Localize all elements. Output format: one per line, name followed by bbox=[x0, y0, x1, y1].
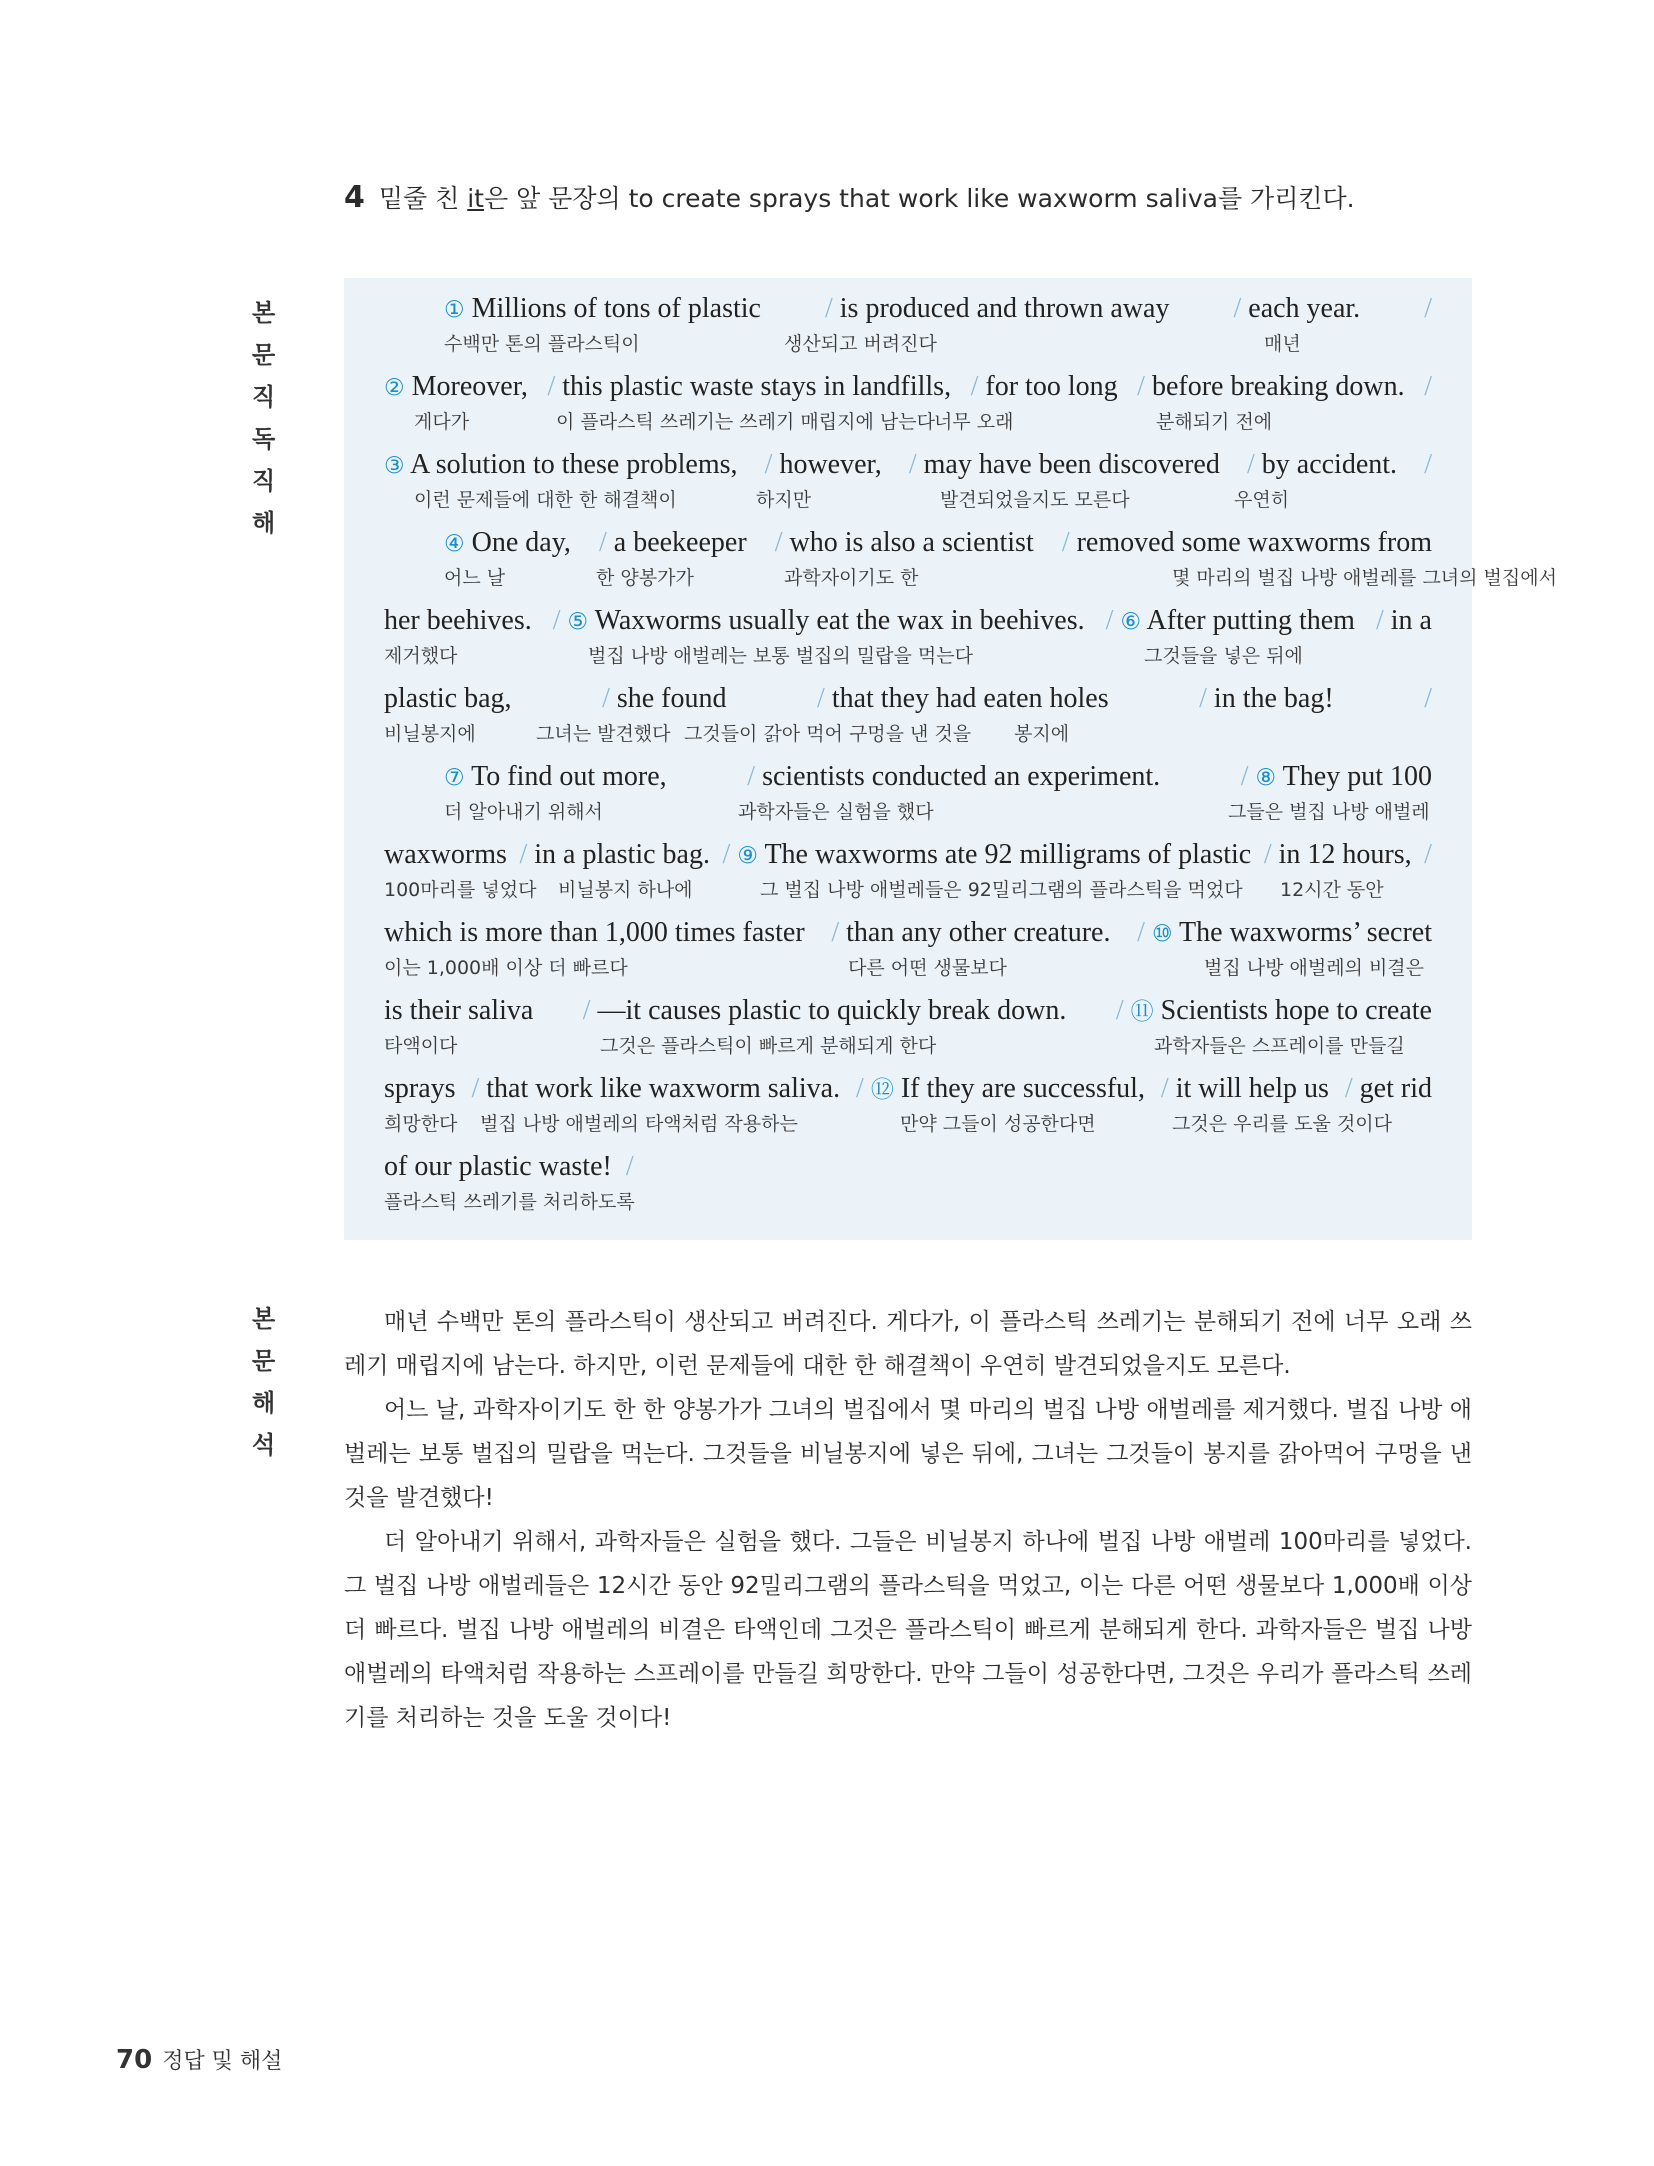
translation-text bbox=[344, 1300, 1472, 1740]
question-4 bbox=[344, 178, 1474, 219]
question-text-b: 은 앞 문장의 to create sprays that work like waxworm saliva를 가리킨다. bbox=[483, 184, 1355, 213]
korean-gloss: 희망한다 bbox=[384, 1113, 458, 1135]
english-chunks bbox=[384, 1070, 1432, 1108]
english-chunk: / however, bbox=[764, 449, 882, 480]
english-chunks bbox=[384, 368, 1432, 406]
english-chunks bbox=[384, 992, 1432, 1030]
english-chunk: / is produced and thrown away bbox=[824, 293, 1170, 324]
english-chunk: / that they had eaten holes bbox=[817, 683, 1109, 714]
korean-gloss: 수백만 톤의 플라스틱이 bbox=[444, 333, 640, 355]
korean-glosses bbox=[384, 1033, 1432, 1059]
korean-glosses bbox=[384, 721, 1432, 747]
reading-line bbox=[384, 446, 1432, 513]
korean-gloss: 그들은 벌집 나방 애벌레 bbox=[1228, 801, 1430, 823]
english-chunk: / removed some waxworms from bbox=[1061, 527, 1432, 558]
korean-glosses bbox=[384, 409, 1432, 435]
english-chunk: ③ A solution to these problems, bbox=[384, 449, 738, 480]
korean-glosses bbox=[384, 799, 1432, 825]
english-chunk: / than any other creature. bbox=[831, 917, 1111, 948]
korean-glosses bbox=[384, 1189, 1432, 1215]
english-chunk: / in a plastic bag. bbox=[519, 839, 710, 870]
english-chunk: her beehives. bbox=[384, 605, 532, 636]
korean-glosses bbox=[384, 565, 1557, 591]
english-chunk: / bbox=[625, 1151, 634, 1182]
page-number: 70 bbox=[116, 2045, 153, 2075]
korean-gloss: 만약 그들이 성공한다면 bbox=[900, 1113, 1096, 1135]
english-chunk: / ⑨ The waxworms ate 92 milligrams of plastic bbox=[722, 839, 1252, 870]
label-line: 본 문 bbox=[252, 299, 296, 369]
question-text-a: 밑줄 친 bbox=[378, 184, 468, 213]
english-chunks bbox=[384, 446, 1432, 484]
english-chunk: / this plastic waste stays in landfills, bbox=[547, 371, 952, 402]
english-chunk: / before breaking down. bbox=[1137, 371, 1405, 402]
english-chunk: / —it causes plastic to quickly break down. bbox=[582, 995, 1067, 1026]
korean-gloss: 그것은 플라스틱이 빠르게 분해되게 한다 bbox=[600, 1035, 937, 1057]
english-chunk: / ⑩ The waxworms’ secret bbox=[1137, 917, 1432, 948]
korean-gloss: 비닐봉지 하나에 bbox=[558, 879, 693, 901]
english-chunk: / a beekeeper bbox=[598, 527, 747, 558]
korean-gloss: 과학자들은 실험을 했다 bbox=[738, 801, 934, 823]
translation-paragraph: 더 알아내기 위해서, 과학자들은 실험을 했다. 그들은 비닐봉지 하나에 벌집 나방 애벌레 100마리를 넣었다. 그 벌집 나방 애벌레들은 12시간 동안 92밀리그램의 플라스틱을 먹었고, 이는 다른 어떤 생물보다 1,000배 이상 더 빠르다. 벌집 나방 애벌레의 비결은 타액인데 그것은 플라스틱이 빠르게 분해되게 한다. 과학자들은 벌집 나방 애벌레의 타액처럼 작용하는 스프레이를 만들길 희망한다. 만약 그들이 성공한다면, 그것은 우리가 플라스틱 쓰레기를 처리하는 것을 도울 것이다! bbox=[344, 1529, 1472, 1731]
korean-glosses bbox=[384, 877, 1432, 903]
english-chunk: of our plastic waste! bbox=[384, 1151, 612, 1182]
korean-glosses bbox=[384, 1111, 1432, 1137]
footer-label: 정답 및 해설 bbox=[162, 2049, 283, 2074]
english-chunk: / in a bbox=[1375, 605, 1432, 636]
page-footer bbox=[116, 2044, 282, 2075]
english-chunk: which is more than 1,000 times faster bbox=[384, 917, 805, 948]
english-chunk: / bbox=[1424, 449, 1432, 480]
english-chunk: / get rid bbox=[1344, 1073, 1432, 1104]
reading-line bbox=[384, 602, 1432, 669]
direct-reading-box bbox=[344, 278, 1557, 1240]
english-chunks bbox=[384, 914, 1432, 952]
english-chunk: / for too long bbox=[970, 371, 1118, 402]
reading-line bbox=[384, 524, 1557, 591]
underlined-word: it bbox=[467, 184, 484, 213]
english-chunk: / bbox=[1424, 293, 1432, 324]
korean-gloss: 그 벌집 나방 애벌레들은 92밀리그램의 플라스틱을 먹었다 bbox=[760, 879, 1243, 901]
english-chunk: / scientists conducted an experiment. bbox=[747, 761, 1161, 792]
english-chunk: ① Millions of tons of plastic bbox=[444, 293, 761, 324]
english-chunk: / it will help us bbox=[1160, 1073, 1329, 1104]
korean-gloss: 매년 bbox=[1264, 333, 1301, 355]
label-line: 직 해 bbox=[252, 467, 296, 537]
korean-gloss: 100마리를 넣었다 bbox=[384, 879, 537, 901]
reading-line bbox=[384, 1148, 1432, 1215]
reading-line bbox=[384, 290, 1432, 357]
english-chunk: plastic bag, bbox=[384, 683, 512, 714]
korean-gloss: 하지만 bbox=[756, 489, 812, 511]
korean-glosses bbox=[384, 487, 1432, 513]
english-chunk: sprays bbox=[384, 1073, 456, 1104]
english-chunks bbox=[384, 836, 1432, 874]
english-chunk: / bbox=[1424, 371, 1432, 402]
label-translation bbox=[252, 1298, 314, 1466]
korean-gloss: 한 양봉가가 bbox=[596, 567, 694, 589]
english-chunk: / bbox=[1424, 839, 1432, 870]
label-line: 해 석 bbox=[252, 1389, 296, 1459]
english-chunk: / may have been discovered bbox=[908, 449, 1220, 480]
korean-gloss: 발견되었을지도 모른다 bbox=[940, 489, 1130, 511]
english-chunk: / ⑧ They put 100 bbox=[1240, 761, 1432, 792]
english-chunks bbox=[384, 290, 1432, 328]
english-chunk: ⑦ To find out more, bbox=[444, 761, 667, 792]
reading-line bbox=[384, 914, 1432, 981]
english-chunks bbox=[384, 680, 1432, 718]
reading-line bbox=[384, 368, 1432, 435]
english-chunk: / ⑪ Scientists hope to create bbox=[1115, 995, 1432, 1026]
korean-gloss: 생산되고 버려진다 bbox=[784, 333, 937, 355]
english-chunk: / ⑤ Waxworms usually eat the wax in beehives. bbox=[552, 605, 1085, 636]
korean-gloss: 벌집 나방 애벌레는 보통 벌집의 밀랍을 먹는다 bbox=[588, 645, 973, 667]
reading-line bbox=[384, 992, 1432, 1059]
korean-gloss: 그녀는 발견했다 bbox=[536, 723, 671, 745]
korean-gloss: 우연히 bbox=[1234, 489, 1290, 511]
korean-gloss: 제거했다 bbox=[384, 645, 458, 667]
korean-gloss: 그것들을 넣은 뒤에 bbox=[1144, 645, 1303, 667]
korean-gloss: 벌집 나방 애벌레의 타액처럼 작용하는 bbox=[480, 1113, 798, 1135]
korean-gloss: 타액이다 bbox=[384, 1035, 458, 1057]
translation-paragraph: 매년 수백만 톤의 플라스틱이 생산되고 버려진다. 게다가, 이 플라스틱 쓰레기는 분해되기 전에 너무 오래 쓰레기 매립지에 남는다. 하지만, 이런 문제들에 대한 한 해결책이 우연히 발견되었을지도 모른다. bbox=[344, 1309, 1472, 1379]
label-line: 본 문 bbox=[252, 1305, 296, 1375]
english-chunk: / bbox=[1424, 683, 1432, 714]
korean-gloss: 게다가 bbox=[414, 411, 470, 433]
korean-gloss: 비닐봉지에 bbox=[384, 723, 476, 745]
korean-gloss: 벌집 나방 애벌레의 비결은 bbox=[1204, 957, 1425, 979]
english-chunks bbox=[384, 602, 1432, 640]
label-line: 직 독 bbox=[252, 383, 296, 453]
korean-gloss: 이 플라스틱 쓰레기는 쓰레기 매립지에 남는다 bbox=[556, 411, 935, 433]
english-chunks bbox=[384, 758, 1432, 796]
korean-glosses bbox=[384, 331, 1432, 357]
english-chunk: ④ One day, bbox=[444, 527, 571, 558]
english-chunk: / in the bag! bbox=[1199, 683, 1334, 714]
english-chunk: is their saliva bbox=[384, 995, 534, 1026]
english-chunk: waxworms bbox=[384, 839, 507, 870]
korean-gloss: 어느 날 bbox=[444, 567, 506, 589]
korean-glosses bbox=[384, 955, 1432, 981]
korean-gloss: 몇 마리의 벌집 나방 애벌레를 그녀의 벌집에서 bbox=[1172, 567, 1557, 589]
korean-gloss: 더 알아내기 위해서 bbox=[444, 801, 603, 823]
english-chunk: / by accident. bbox=[1246, 449, 1398, 480]
reading-line bbox=[384, 836, 1432, 903]
korean-gloss: 봉지에 bbox=[1014, 723, 1070, 745]
english-chunk: / in 12 hours, bbox=[1263, 839, 1412, 870]
label-direct-reading bbox=[252, 292, 314, 544]
korean-glosses bbox=[384, 643, 1432, 669]
korean-gloss: 플라스틱 쓰레기를 처리하도록 bbox=[384, 1191, 635, 1213]
english-chunk: / each year. bbox=[1233, 293, 1361, 324]
korean-gloss: 다른 어떤 생물보다 bbox=[848, 957, 1007, 979]
korean-gloss: 이런 문제들에 대한 한 해결책이 bbox=[414, 489, 677, 511]
english-chunk: / ⑫ If they are successful, bbox=[856, 1073, 1145, 1104]
english-chunk: / she found bbox=[602, 683, 727, 714]
english-chunk: / that work like waxworm saliva. bbox=[471, 1073, 841, 1104]
korean-gloss: 과학자이기도 한 bbox=[784, 567, 919, 589]
korean-gloss: 이는 1,000배 이상 더 빠르다 bbox=[384, 957, 628, 979]
english-chunk: / ⑥ After putting them bbox=[1105, 605, 1355, 636]
reading-line bbox=[384, 1070, 1432, 1137]
english-chunks bbox=[384, 1148, 1432, 1186]
question-number: 4 bbox=[344, 180, 365, 215]
translation-paragraph: 어느 날, 과학자이기도 한 한 양봉가가 그녀의 벌집에서 몇 마리의 벌집 나방 애벌레를 제거했다. 벌집 나방 애벌레는 보통 벌집의 밀랍을 먹는다. 그것들을 비닐봉지에 넣은 뒤에, 그녀는 그것들이 봉지를 갉아먹어 구멍을 낸 것을 발견했다! bbox=[344, 1397, 1472, 1511]
korean-gloss: 과학자들은 스프레이를 만들길 bbox=[1154, 1035, 1405, 1057]
korean-gloss: 그것들이 갉아 먹어 구멍을 낸 것을 bbox=[684, 723, 972, 745]
korean-gloss: 너무 오래 bbox=[934, 411, 1014, 433]
english-chunk: ② Moreover, bbox=[384, 371, 528, 402]
english-chunk: / who is also a scientist bbox=[774, 527, 1034, 558]
korean-gloss: 분해되기 전에 bbox=[1156, 411, 1273, 433]
english-chunks bbox=[384, 524, 1432, 562]
reading-line bbox=[384, 680, 1432, 747]
korean-gloss: 그것은 우리를 도울 것이다 bbox=[1172, 1113, 1393, 1135]
korean-gloss: 12시간 동안 bbox=[1280, 879, 1384, 901]
reading-line bbox=[384, 758, 1432, 825]
